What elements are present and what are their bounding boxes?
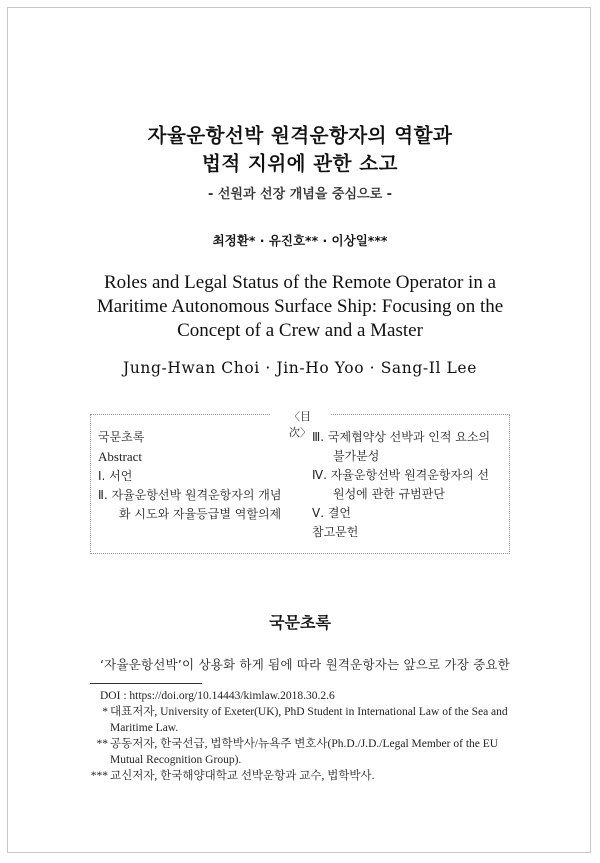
english-title-line-2: Maritime Autonomous Surface Ship: Focusing on the: [96, 296, 504, 317]
english-title-line-1: Roles and Legal Status of the Remote Operator in a: [103, 272, 497, 293]
korean-title-line-1: 자율운항선박 원격운항자의 역할과: [147, 124, 453, 147]
footnote-1: [88, 704, 513, 736]
footnote-divider: [90, 683, 202, 684]
toc-item-continued: 화 시도와 자율등급별 역할의제: [119, 507, 282, 521]
toc-left-column: [98, 428, 308, 524]
toc-item-label: Abstract: [98, 449, 143, 464]
section-title-korean-abstract: 국문초록: [269, 613, 331, 632]
english-authors: Jung-Hwan Choi · Jin-Ho Yoo · Sang-Il Lee: [123, 359, 477, 377]
footnote-doi: DOI : https://doi.org/10.14443/kimlaw.2018.30.2.6: [100, 690, 335, 702]
toc-item: 참고문헌: [312, 525, 359, 539]
toc-item: Ⅳ. 자율운항선박 원격운항자의 선: [312, 468, 490, 482]
korean-subtitle: - 선원과 선장 개념을 중심으로 -: [207, 187, 393, 202]
toc-item: Ⅲ. 국제협약상 선박과 인적 요소의: [312, 430, 491, 444]
korean-authors: 최정환* · 유진호** · 이상일***: [212, 233, 388, 248]
footnotes: [88, 688, 513, 784]
toc-right-column: [312, 428, 512, 542]
korean-title-line-2: 법적 지위에 관한 소고: [202, 152, 398, 175]
toc-item: Ⅴ. 결언: [312, 506, 352, 520]
abstract-first-line: ‘자율운항선박’이 상용화 하게 됨에 따라 원격운항자는 앞으로 가장 중요한: [100, 657, 510, 672]
english-title-line-3: Concept of a Crew and a Master: [177, 320, 423, 341]
footnote-mark: *: [102, 706, 108, 718]
toc-item: 국문초록: [98, 430, 145, 444]
footnote-2: [88, 736, 513, 768]
toc-item: [98, 447, 308, 467]
footnote-mark: **: [96, 738, 108, 750]
footnote-3: [88, 768, 513, 784]
toc-item-continued: 불가분성: [333, 449, 380, 463]
footnote-text: 교신저자, 한국해양대학교 선박운항과 교수, 법학박사.: [110, 770, 375, 782]
footnote-text: 대표저자, University of Exeter(UK), PhD Student in International Law of the Sea and Maritime Law.: [110, 706, 508, 734]
footnote-mark: ***: [90, 770, 108, 782]
toc-item: Ⅱ. 자율운항선박 원격운항자의 개념: [98, 488, 282, 502]
toc-item: Ⅰ. 서언: [98, 469, 133, 483]
footnote-text: 공동저자, 한국선급, 법학박사/뉴욕주 변호사(Ph.D./J.D./Legal Member of the EU Mutual Recognition Group).: [110, 738, 499, 766]
toc-heading: 〈目 次〉: [270, 408, 330, 440]
toc-item-continued: 원성에 관한 규범판단: [333, 487, 445, 501]
